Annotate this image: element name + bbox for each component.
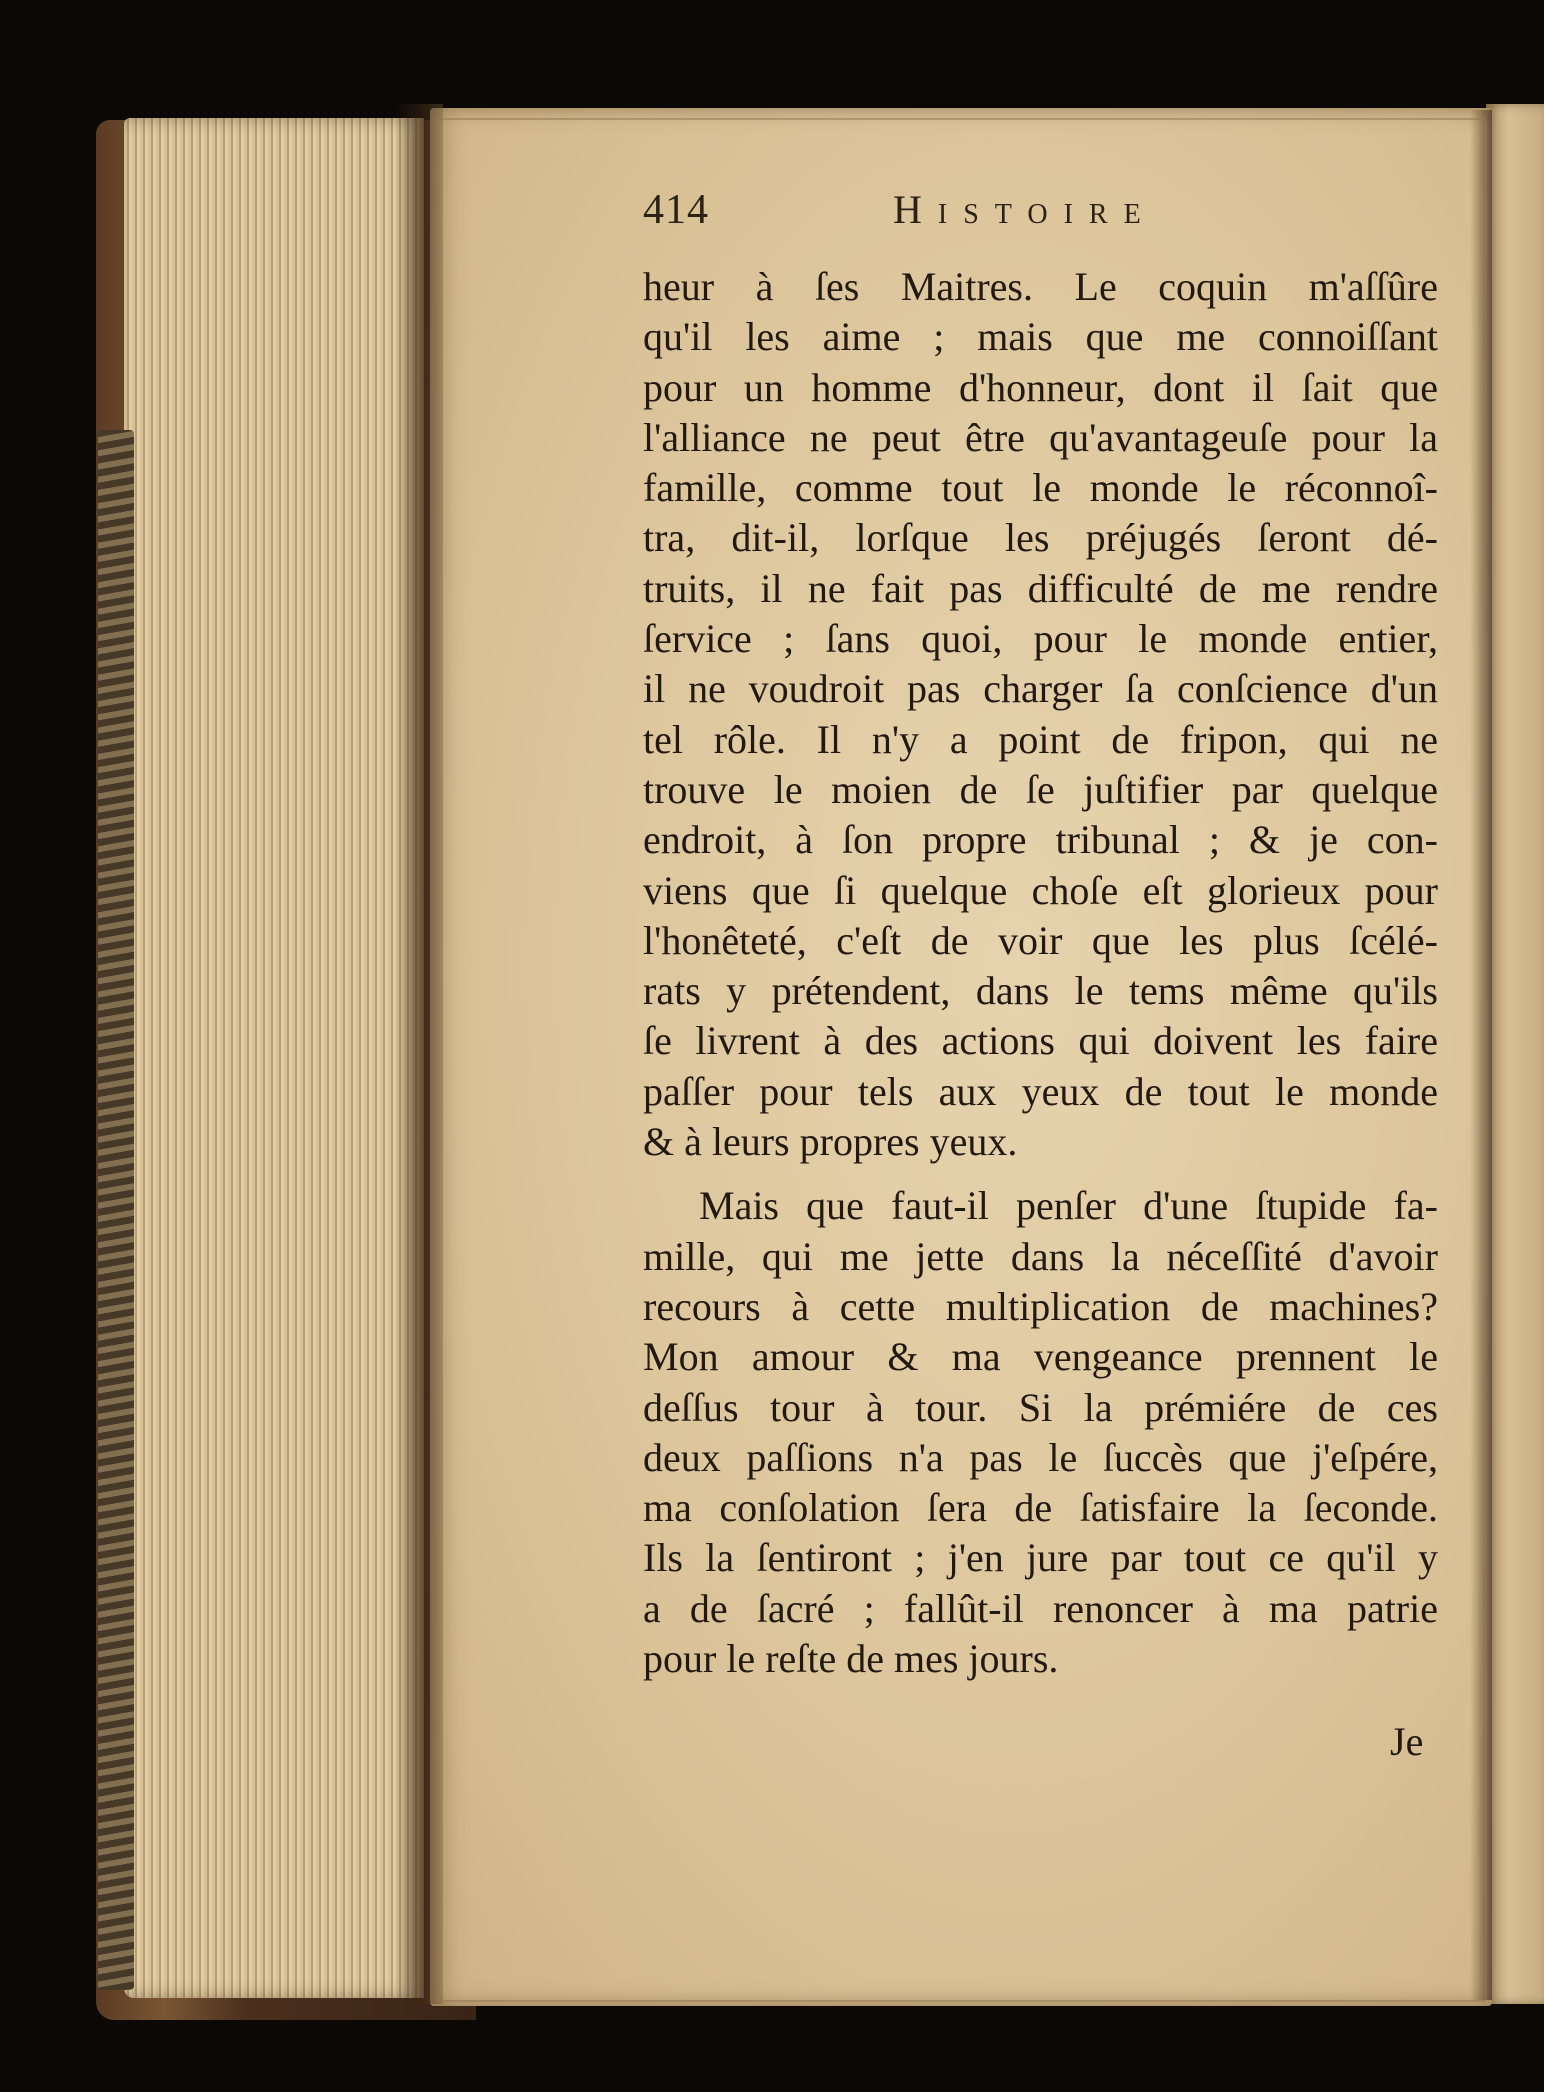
text-line: mille, qui me jette dans la néceſſité d'avoir (643, 1233, 1438, 1279)
text-line: qu'il les aime ; mais que me connoiſſant (643, 314, 1438, 360)
running-head: Histoire (893, 187, 1157, 232)
text-line: Ils la ſentiront ; j'en jure par tout ce qu'il y (643, 1535, 1438, 1581)
text-line: truits, il ne fait pas difficulté de me rendre (643, 565, 1438, 611)
text-line: & à leurs propres yeux. (643, 1119, 1018, 1165)
marbled-edge (98, 430, 134, 1990)
text-line: pour un homme d'honneur, dont il ſait que (643, 364, 1438, 410)
text-line: paſſer pour tels aux yeux de tout le monde (643, 1068, 1438, 1114)
text-line: il ne voudroit pas charger ſa conſcience d'un (643, 666, 1438, 712)
page-edges (124, 118, 424, 1998)
text-line: l'honêteté, c'eſt de voir que les plus ſcélé- (643, 917, 1438, 963)
text-line: rats y prétendent, dans le tems même qu'ils (643, 968, 1438, 1014)
body-text (643, 262, 1438, 1684)
text-line: pour le reſte de mes jours. (643, 1636, 1059, 1682)
text-line: Mais que faut-il penſer d'une ſtupide fa- (699, 1183, 1438, 1229)
catchword: Je (1390, 1719, 1424, 1764)
text-line: tra, dit-il, lorſque les préjugés ſeront dé- (643, 515, 1438, 561)
gutter-shadow (395, 104, 443, 2004)
text-line: a de ſacré ; fallût-il renoncer à ma patrie (643, 1585, 1438, 1631)
text-line: endroit, à ſon propre tribunal ; & je con- (643, 817, 1438, 863)
paragraph-2 (643, 1181, 1438, 1684)
text-line: ma conſolation ſera de ſatisfaire la ſeconde. (643, 1485, 1438, 1531)
text-line: Mon amour & ma vengeance prennent le (643, 1334, 1438, 1380)
text-line: trouve le moien de ſe juſtifier par quelque (643, 766, 1438, 812)
text-line: ſe livrent à des actions qui doivent les faire (643, 1018, 1438, 1064)
text-line: tel rôle. Il n'y a point de fripon, qui ne (643, 716, 1438, 762)
paragraph-1 (643, 262, 1438, 1167)
text-line: deſſus tour à tour. Si la prémiére de ces (643, 1384, 1438, 1430)
text-line: recours à cette multiplication de machines? (643, 1283, 1438, 1329)
page-shadow (1470, 110, 1492, 2000)
facing-page-edge (1486, 104, 1544, 2004)
paragraph-gap (643, 1167, 1438, 1181)
page-number: 414 (643, 187, 709, 233)
text-line: famille, comme tout le monde le réconnoî- (643, 465, 1438, 511)
text-line: viens que ſi quelque choſe eſt glorieux pour (643, 867, 1438, 913)
text-line: deux paſſions n'a pas le ſuccès que j'eſpére, (643, 1434, 1438, 1480)
text-line: ſervice ; ſans quoi, pour le monde entier, (643, 616, 1438, 662)
text-line: heur à ſes Maitres. Le coquin m'aſſûre (643, 264, 1438, 309)
text-line: l'alliance ne peut être qu'avantageuſe pour la (643, 414, 1438, 460)
